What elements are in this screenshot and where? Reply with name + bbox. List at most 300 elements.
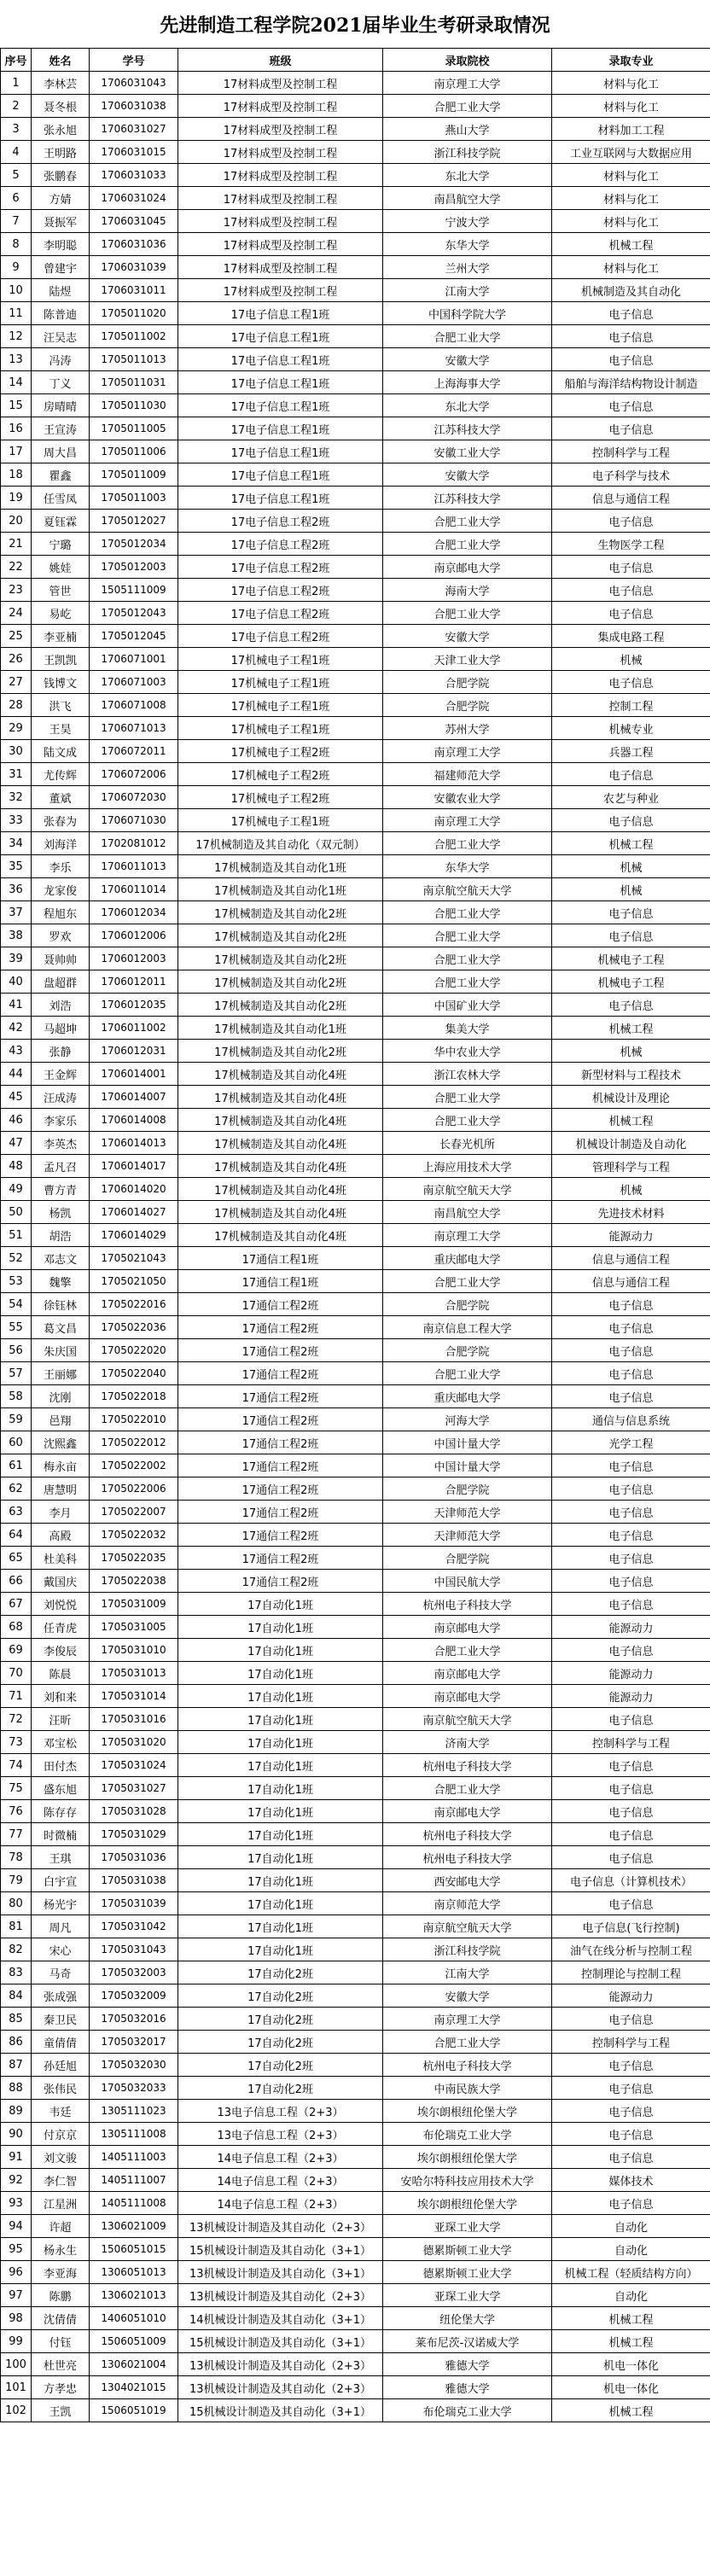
cell-student-id: 1706014029	[90, 1224, 178, 1247]
cell-major: 光学工程	[552, 1431, 710, 1454]
cell-name: 李林芸	[32, 72, 90, 95]
cell-student-id: 1705022018	[90, 1385, 178, 1408]
table-row	[1, 417, 710, 440]
table-row	[1, 763, 710, 786]
cell-major: 能源动力	[552, 1616, 710, 1639]
cell-index: 44	[1, 1063, 32, 1086]
cell-student-id: 1705031005	[90, 1616, 178, 1639]
cell-name: 田付杰	[32, 1754, 90, 1777]
cell-index: 91	[1, 2146, 32, 2169]
cell-major: 兵器工程	[552, 740, 710, 763]
cell-index: 29	[1, 717, 32, 740]
cell-university: 南京信息工程大学	[383, 1316, 552, 1339]
cell-index: 48	[1, 1155, 32, 1178]
cell-index: 84	[1, 1984, 32, 2008]
cell-major: 机械工程	[552, 1017, 710, 1040]
cell-index: 10	[1, 279, 32, 302]
cell-university: 中国计量大学	[383, 1454, 552, 1477]
cell-class: 17通信工程2班	[178, 1501, 383, 1524]
cell-index: 64	[1, 1524, 32, 1547]
cell-major: 电子信息	[552, 1639, 710, 1662]
cell-major: 材料与化工	[552, 72, 710, 95]
cell-class: 17电子信息工程2班	[178, 579, 383, 602]
cell-student-id: 1706031043	[90, 72, 178, 95]
cell-university: 南京航空航天大学	[383, 1178, 552, 1201]
cell-name: 刘文骏	[32, 2146, 90, 2169]
cell-index: 100	[1, 2353, 32, 2376]
table-row	[1, 1270, 710, 1293]
cell-name: 杜世亮	[32, 2353, 90, 2376]
cell-major: 集成电路工程	[552, 625, 710, 648]
cell-index: 11	[1, 302, 32, 325]
cell-student-id: 1705012003	[90, 556, 178, 579]
cell-index: 89	[1, 2100, 32, 2123]
cell-index: 74	[1, 1754, 32, 1777]
cell-class: 17自动化2班	[178, 1961, 383, 1984]
cell-name: 胡浩	[32, 1224, 90, 1247]
cell-name: 徐钰林	[32, 1293, 90, 1316]
table-row	[1, 348, 710, 371]
cell-name: 高殿	[32, 1524, 90, 1547]
table-row	[1, 487, 710, 510]
cell-major: 机械工程	[552, 1109, 710, 1132]
cell-name: 李仁智	[32, 2169, 90, 2192]
cell-class: 17自动化1班	[178, 1593, 383, 1616]
table-row	[1, 1593, 710, 1616]
cell-name: 聂冬根	[32, 95, 90, 118]
cell-major: 机械	[552, 1178, 710, 1201]
cell-index: 23	[1, 579, 32, 602]
cell-university: 南京邮电大学	[383, 1616, 552, 1639]
cell-index: 42	[1, 1017, 32, 1040]
cell-university: 南京邮电大学	[383, 1685, 552, 1708]
cell-name: 盘超群	[32, 970, 90, 994]
table-row	[1, 2238, 710, 2261]
table-row	[1, 510, 710, 533]
cell-university: 安徽工业大学	[383, 440, 552, 463]
cell-university: 合肥工业大学	[383, 1639, 552, 1662]
table-row	[1, 1040, 710, 1063]
cell-student-id: 1705012045	[90, 625, 178, 648]
cell-class: 17自动化1班	[178, 1823, 383, 1846]
cell-index: 2	[1, 95, 32, 118]
cell-university: 合肥学院	[383, 694, 552, 717]
cell-class: 17机械电子工程1班	[178, 694, 383, 717]
cell-index: 24	[1, 602, 32, 625]
cell-university: 合肥工业大学	[383, 2031, 552, 2054]
cell-index: 57	[1, 1362, 32, 1385]
cell-university: 安徽大学	[383, 348, 552, 371]
cell-name: 方婧	[32, 187, 90, 210]
table-row	[1, 855, 710, 878]
cell-major: 电子信息	[552, 394, 710, 417]
cell-university: 江苏科技大学	[383, 417, 552, 440]
cell-name: 周凡	[32, 1915, 90, 1938]
cell-name: 李家乐	[32, 1109, 90, 1132]
cell-index: 56	[1, 1339, 32, 1362]
cell-major: 电子信息	[552, 1846, 710, 1869]
cell-class: 17自动化1班	[178, 1892, 383, 1915]
table-row	[1, 2008, 710, 2031]
cell-student-id: 1706031045	[90, 210, 178, 233]
cell-index: 102	[1, 2399, 32, 2422]
cell-university: 合肥学院	[383, 1547, 552, 1570]
table-row	[1, 625, 710, 648]
cell-index: 31	[1, 763, 32, 786]
cell-index: 55	[1, 1316, 32, 1339]
table-row	[1, 671, 710, 694]
cell-class: 17机械制造及其自动化2班	[178, 994, 383, 1017]
cell-index: 62	[1, 1477, 32, 1501]
cell-name: 孟凡召	[32, 1155, 90, 1178]
cell-name: 沈熙鑫	[32, 1431, 90, 1454]
table-row	[1, 1086, 710, 1109]
cell-name: 丁义	[32, 371, 90, 394]
cell-university: 合肥工业大学	[383, 602, 552, 625]
cell-university: 福建师范大学	[383, 763, 552, 786]
cell-major: 机械电子工程	[552, 947, 710, 970]
cell-student-id: 1705032017	[90, 2031, 178, 2054]
cell-student-id: 1705012027	[90, 510, 178, 533]
cell-major: 电子信息	[552, 1800, 710, 1823]
cell-name: 聂振军	[32, 210, 90, 233]
cell-student-id: 1405111007	[90, 2169, 178, 2192]
cell-university: 中国科学院大学	[383, 302, 552, 325]
cell-student-id: 1702081012	[90, 832, 178, 855]
cell-major: 电子信息	[552, 1362, 710, 1385]
cell-class: 17自动化1班	[178, 1685, 383, 1708]
table-row	[1, 579, 710, 602]
table-row	[1, 901, 710, 924]
cell-class: 13机械设计制造及其自动化（2+3）	[178, 2284, 383, 2307]
cell-class: 13机械设计制造及其自动化（2+3）	[178, 2376, 383, 2399]
cell-name: 管世	[32, 579, 90, 602]
cell-major: 通信与信息系统	[552, 1408, 710, 1431]
cell-major: 电子信息	[552, 924, 710, 947]
cell-student-id: 1706011013	[90, 855, 178, 878]
cell-major: 电子信息	[552, 2100, 710, 2123]
cell-class: 17机械制造及其自动化1班	[178, 1017, 383, 1040]
cell-name: 魏擎	[32, 1270, 90, 1293]
cell-student-id: 1306021004	[90, 2353, 178, 2376]
cell-university: 埃尔朗根纽伦堡大学	[383, 2192, 552, 2215]
cell-major: 电子信息	[552, 2146, 710, 2169]
cell-student-id: 1706014001	[90, 1063, 178, 1086]
cell-name: 马奇	[32, 1961, 90, 1984]
cell-name: 白宇宣	[32, 1869, 90, 1892]
table-row	[1, 740, 710, 763]
cell-university: 杭州电子科技大学	[383, 1593, 552, 1616]
cell-university: 海南大学	[383, 579, 552, 602]
cell-student-id: 1506051009	[90, 2330, 178, 2353]
table-row	[1, 1846, 710, 1869]
table-row	[1, 187, 710, 210]
cell-university: 埃尔朗根纽伦堡大学	[383, 2100, 552, 2123]
table-row	[1, 256, 710, 279]
cell-student-id: 1705022016	[90, 1293, 178, 1316]
cell-name: 王明路	[32, 141, 90, 164]
cell-name: 邓志文	[32, 1247, 90, 1270]
cell-name: 杨永生	[32, 2238, 90, 2261]
cell-student-id: 1705011006	[90, 440, 178, 463]
cell-index: 46	[1, 1109, 32, 1132]
cell-name: 王丽娜	[32, 1362, 90, 1385]
table-row	[1, 947, 710, 970]
cell-index: 33	[1, 809, 32, 832]
cell-major: 电子信息	[552, 1339, 710, 1362]
cell-major: 机械	[552, 648, 710, 671]
cell-class: 17通信工程2班	[178, 1316, 383, 1339]
cell-name: 龙家俊	[32, 878, 90, 901]
cell-student-id: 1705032016	[90, 2008, 178, 2031]
cell-university: 德累斯顿工业大学	[383, 2238, 552, 2261]
table-row	[1, 2330, 710, 2353]
cell-student-id: 1705022038	[90, 1570, 178, 1593]
cell-index: 38	[1, 924, 32, 947]
cell-student-id: 1505111009	[90, 579, 178, 602]
cell-student-id: 1705011020	[90, 302, 178, 325]
cell-student-id: 1706014007	[90, 1086, 178, 1109]
cell-name: 曾建宇	[32, 256, 90, 279]
cell-university: 合肥工业大学	[383, 1777, 552, 1800]
cell-name: 童倩倩	[32, 2031, 90, 2054]
cell-student-id: 1705022035	[90, 1547, 178, 1570]
cell-index: 9	[1, 256, 32, 279]
table-row	[1, 210, 710, 233]
cell-name: 刘和来	[32, 1685, 90, 1708]
cell-university: 合肥工业大学	[383, 1270, 552, 1293]
header-index: 序号	[1, 49, 32, 72]
table-row	[1, 1454, 710, 1477]
cell-major: 能源动力	[552, 1224, 710, 1247]
cell-name: 尤传辉	[32, 763, 90, 786]
table-row	[1, 2146, 710, 2169]
cell-student-id: 1705032030	[90, 2054, 178, 2077]
cell-university: 合肥工业大学	[383, 947, 552, 970]
cell-major: 电子信息	[552, 1385, 710, 1408]
cell-class: 13机械设计制造及其自动化（2+3）	[178, 2215, 383, 2238]
cell-name: 王金辉	[32, 1063, 90, 1086]
cell-major: 电子信息	[552, 1708, 710, 1731]
table-row	[1, 556, 710, 579]
cell-university: 重庆邮电大学	[383, 1247, 552, 1270]
cell-university: 中国计量大学	[383, 1431, 552, 1454]
cell-name: 戴国庆	[32, 1570, 90, 1593]
cell-name: 刘浩	[32, 994, 90, 1017]
cell-index: 60	[1, 1431, 32, 1454]
cell-university: 兰州大学	[383, 256, 552, 279]
cell-class: 17材料成型及控制工程	[178, 210, 383, 233]
cell-major: 电子信息	[552, 901, 710, 924]
cell-class: 17自动化2班	[178, 1984, 383, 2008]
cell-major: 机械专业	[552, 717, 710, 740]
cell-university: 合肥工业大学	[383, 1362, 552, 1385]
cell-major: 电子信息	[552, 2123, 710, 2146]
cell-class: 17自动化1班	[178, 1616, 383, 1639]
cell-index: 90	[1, 2123, 32, 2146]
cell-major: 电子信息	[552, 510, 710, 533]
cell-student-id: 1705012034	[90, 533, 178, 556]
cell-student-id: 1705011002	[90, 325, 178, 348]
cell-name: 李乐	[32, 855, 90, 878]
cell-major: 机械工程	[552, 2399, 710, 2422]
cell-university: 安徽大学	[383, 1984, 552, 2008]
cell-name: 梅永亩	[32, 1454, 90, 1477]
cell-student-id: 1706012003	[90, 947, 178, 970]
cell-major: 媒体技术	[552, 2169, 710, 2192]
cell-major: 能源动力	[552, 1984, 710, 2008]
cell-student-id: 1705022006	[90, 1477, 178, 1501]
cell-class: 17自动化1班	[178, 1938, 383, 1961]
table-row	[1, 533, 710, 556]
cell-major: 管理科学与工程	[552, 1155, 710, 1178]
table-row	[1, 1178, 710, 1201]
cell-university: 安徽大学	[383, 463, 552, 487]
table-row	[1, 1961, 710, 1984]
cell-class: 17电子信息工程1班	[178, 487, 383, 510]
cell-class: 17自动化2班	[178, 2008, 383, 2031]
cell-name: 陆煜	[32, 279, 90, 302]
cell-class: 17自动化1班	[178, 1662, 383, 1685]
table-row	[1, 371, 710, 394]
cell-university: 上海应用技术大学	[383, 1155, 552, 1178]
cell-university: 杭州电子科技大学	[383, 2054, 552, 2077]
cell-class: 17电子信息工程1班	[178, 371, 383, 394]
header-name: 姓名	[32, 49, 90, 72]
cell-university: 河海大学	[383, 1408, 552, 1431]
table-body	[1, 72, 710, 2422]
cell-major: 电子信息	[552, 1316, 710, 1339]
cell-name: 沈刚	[32, 1385, 90, 1408]
cell-university: 布伦瑞克工业大学	[383, 2399, 552, 2422]
cell-student-id: 1506051019	[90, 2399, 178, 2422]
cell-university: 苏州大学	[383, 717, 552, 740]
cell-major: 电子信息	[552, 2192, 710, 2215]
cell-class: 17机械电子工程2班	[178, 786, 383, 809]
cell-student-id: 1304021015	[90, 2376, 178, 2399]
table-row	[1, 1639, 710, 1662]
cell-university: 埃尔朗根纽伦堡大学	[383, 2146, 552, 2169]
cell-index: 17	[1, 440, 32, 463]
cell-student-id: 1405111008	[90, 2192, 178, 2215]
table-row	[1, 786, 710, 809]
cell-index: 22	[1, 556, 32, 579]
cell-class: 17自动化1班	[178, 1754, 383, 1777]
cell-university: 浙江科技学院	[383, 1938, 552, 1961]
cell-index: 65	[1, 1547, 32, 1570]
cell-university: 南京邮电大学	[383, 1662, 552, 1685]
cell-student-id: 1705022032	[90, 1524, 178, 1547]
table-row	[1, 648, 710, 671]
cell-index: 101	[1, 2376, 32, 2399]
cell-major: 机电一体化	[552, 2376, 710, 2399]
cell-name: 李月	[32, 1501, 90, 1524]
cell-name: 邑翔	[32, 1408, 90, 1431]
cell-name: 易屹	[32, 602, 90, 625]
cell-class: 17材料成型及控制工程	[178, 118, 383, 141]
cell-university: 浙江科技学院	[383, 141, 552, 164]
cell-university: 西安邮电大学	[383, 1869, 552, 1892]
cell-student-id: 1705031042	[90, 1915, 178, 1938]
cell-student-id: 1706014013	[90, 1132, 178, 1155]
cell-major: 电子信息	[552, 763, 710, 786]
table-row	[1, 1800, 710, 1823]
cell-name: 李明聪	[32, 233, 90, 256]
cell-index: 4	[1, 141, 32, 164]
cell-student-id: 1705022020	[90, 1339, 178, 1362]
cell-university: 德累斯顿工业大学	[383, 2261, 552, 2284]
cell-class: 17自动化1班	[178, 1869, 383, 1892]
cell-major: 电子信息	[552, 1892, 710, 1915]
cell-name: 任雪凤	[32, 487, 90, 510]
cell-class: 17电子信息工程1班	[178, 440, 383, 463]
cell-major: 电子信息	[552, 671, 710, 694]
cell-university: 南昌航空大学	[383, 1201, 552, 1224]
cell-index: 51	[1, 1224, 32, 1247]
cell-student-id: 1706014027	[90, 1201, 178, 1224]
table-row	[1, 994, 710, 1017]
cell-university: 中国矿业大学	[383, 994, 552, 1017]
cell-index: 86	[1, 2031, 32, 2054]
cell-university: 南京师范大学	[383, 1892, 552, 1915]
cell-major: 电子信息	[552, 2077, 710, 2100]
cell-major: 先进技术材料	[552, 1201, 710, 1224]
cell-major: 电子信息	[552, 1593, 710, 1616]
cell-student-id: 1305111023	[90, 2100, 178, 2123]
cell-university: 南京理工大学	[383, 740, 552, 763]
cell-index: 77	[1, 1823, 32, 1846]
cell-class: 17机械制造及其自动化4班	[178, 1086, 383, 1109]
table-row	[1, 809, 710, 832]
cell-class: 14电子信息工程（2+3）	[178, 2169, 383, 2192]
cell-name: 王宣涛	[32, 417, 90, 440]
cell-university: 南京理工大学	[383, 72, 552, 95]
cell-index: 85	[1, 2008, 32, 2031]
table-row	[1, 118, 710, 141]
table-row	[1, 1155, 710, 1178]
cell-class: 14电子信息工程（2+3）	[178, 2192, 383, 2215]
cell-class: 17通信工程2班	[178, 1385, 383, 1408]
table-row	[1, 2192, 710, 2215]
cell-major: 机械工程	[552, 2330, 710, 2353]
cell-name: 刘悦悦	[32, 1593, 90, 1616]
cell-major: 控制科学与工程	[552, 440, 710, 463]
cell-class: 17材料成型及控制工程	[178, 164, 383, 187]
table-row	[1, 1316, 710, 1339]
cell-name: 秦卫民	[32, 2008, 90, 2031]
table-row	[1, 2215, 710, 2238]
cell-class: 17电子信息工程2班	[178, 602, 383, 625]
table-row	[1, 1501, 710, 1524]
cell-index: 80	[1, 1892, 32, 1915]
cell-name: 张成强	[32, 1984, 90, 2008]
cell-major: 机械	[552, 878, 710, 901]
cell-class: 15机械设计制造及其自动化（3+1）	[178, 2399, 383, 2422]
cell-university: 布伦瑞克工业大学	[383, 2123, 552, 2146]
cell-major: 电子信息	[552, 1570, 710, 1593]
cell-index: 14	[1, 371, 32, 394]
cell-university: 江南大学	[383, 1961, 552, 1984]
cell-major: 控制科学与工程	[552, 2031, 710, 2054]
cell-name: 夏钰霖	[32, 510, 90, 533]
cell-student-id: 1705011030	[90, 394, 178, 417]
cell-student-id: 1705022010	[90, 1408, 178, 1431]
table-row	[1, 694, 710, 717]
cell-student-id: 1706012035	[90, 994, 178, 1017]
cell-major: 电子信息	[552, 325, 710, 348]
cell-student-id: 1705022040	[90, 1362, 178, 1385]
cell-major: 机电一体化	[552, 2353, 710, 2376]
